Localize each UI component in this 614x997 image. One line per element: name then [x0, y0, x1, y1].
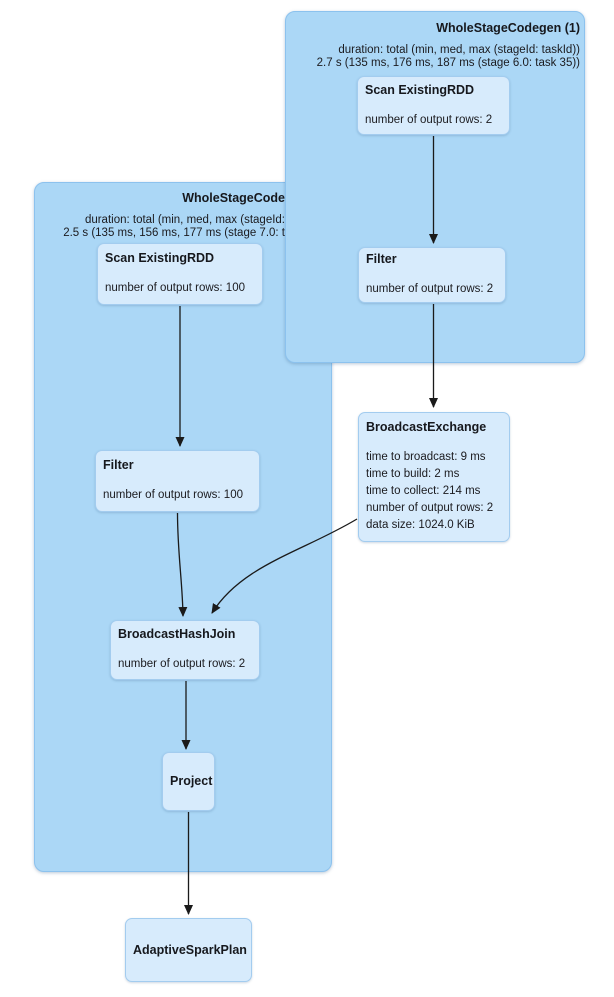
- node-title: Filter: [366, 252, 397, 266]
- node-title: AdaptiveSparkPlan: [133, 942, 247, 957]
- cluster-duration: [286, 44, 580, 70]
- cluster-title: WholeStageCodegen (1): [436, 21, 580, 35]
- node-metric: number of output rows: 100: [105, 282, 245, 294]
- node-metric: data size: 1024.0 KiB: [366, 519, 475, 531]
- node-metric: number of output rows: 2: [366, 502, 494, 514]
- node-metric: time to broadcast: 9 ms: [366, 451, 486, 463]
- node-metric: time to build: 2 ms: [366, 468, 460, 480]
- cluster-duration: [35, 214, 285, 240]
- node-title: Scan ExistingRDD: [365, 82, 475, 97]
- node-adaptivesparkplan[interactable]: [125, 918, 252, 982]
- node-broadcastexchange[interactable]: [358, 412, 510, 542]
- duration-line-1: duration: total (min, med, max (stageId: taskId)): [338, 44, 580, 56]
- duration-line-1: duration: total (min, med, max (stageId:: [84, 214, 285, 226]
- node-title: Filter: [103, 458, 134, 472]
- node-filter-2[interactable]: [95, 450, 260, 512]
- node-title: BroadcastExchange: [366, 420, 487, 434]
- node-metric: number of output rows: 2: [366, 283, 494, 295]
- duration-line-2: 2.7 s (135 ms, 176 ms, 187 ms (stage 6.0: task 35)): [316, 57, 580, 69]
- node-scan-existingrdd-1[interactable]: [357, 76, 510, 135]
- node-metric: number of output rows: 100: [103, 489, 243, 501]
- cluster-header: [35, 191, 285, 240]
- node-title: BroadcastHashJoin: [118, 627, 236, 641]
- node-title: Scan ExistingRDD: [105, 251, 215, 265]
- node-metric: number of output rows: 2: [365, 113, 493, 126]
- cluster-title: WholeStageCode: [182, 191, 285, 205]
- node-broadcasthashjoin[interactable]: [110, 620, 260, 680]
- node-filter-1[interactable]: [358, 247, 506, 303]
- node-scan-existingrdd-2[interactable]: [97, 243, 263, 305]
- duration-line-2: 2.5 s (135 ms, 156 ms, 177 ms (stage 7.0: t: [63, 227, 285, 239]
- cluster-header: [286, 21, 580, 70]
- node-project[interactable]: [162, 752, 215, 811]
- node-metric: time to collect: 214 ms: [366, 485, 481, 497]
- cluster-wholestagecodegen-1: [285, 11, 585, 363]
- node-metric: number of output rows: 2: [118, 658, 246, 670]
- node-title: Project: [170, 774, 213, 788]
